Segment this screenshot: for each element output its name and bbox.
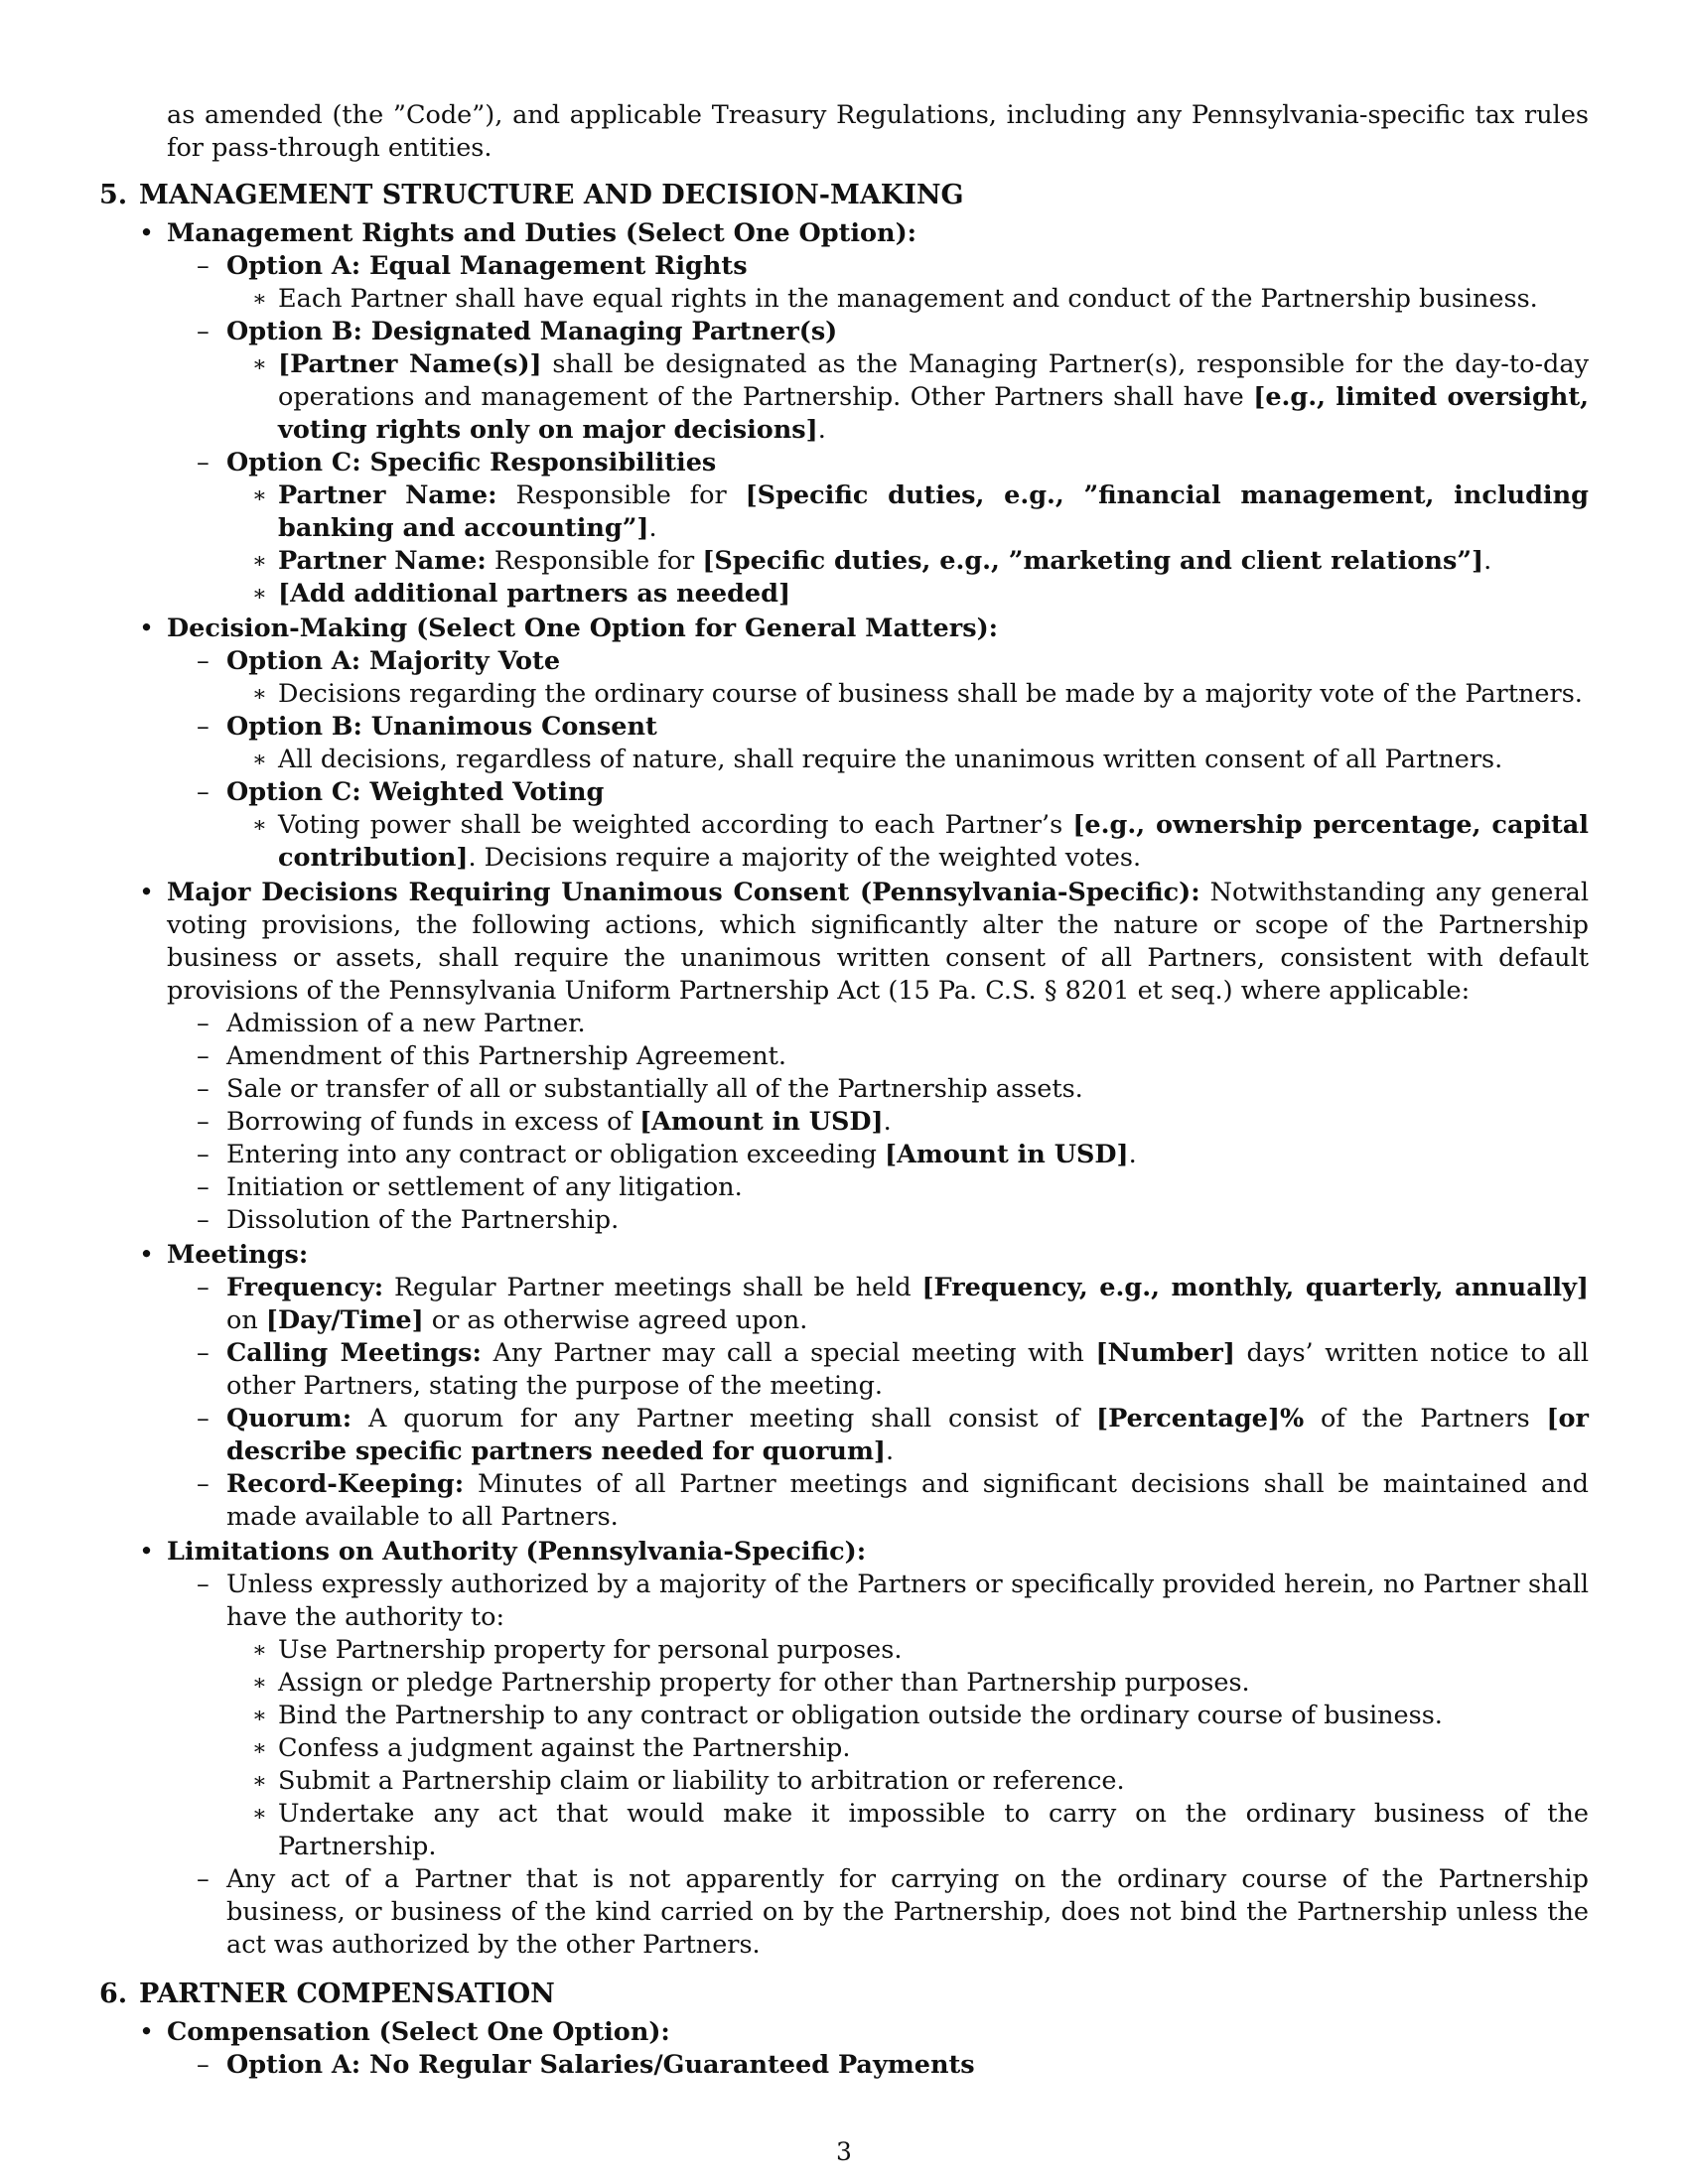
responsibility-text: Responsible for bbox=[496, 480, 746, 510]
dash-marker: – bbox=[197, 1273, 210, 1302]
limitations-list bbox=[167, 1569, 1589, 1962]
limitations-binding-text: Any act of a Partner that is not apparently for carrying on the ordinary course of the Partnership business, or business of the kind carried on by the Partnership, does not bind the Partnership unless the act was authorized by the other Partners. bbox=[226, 1864, 1589, 1960]
major-decisions-text: Notwithstanding any general voting provisions, the following actions, which significantly alter the nature or scope of the Partnership business or assets, shall require the unanimous written consent of all Partners, consistent with default provisions of the Pennsylvania Uniform Partnership Act (15 Pa. C.S. § 8201 et seq.) where applicable: bbox=[167, 878, 1589, 1006]
placeholder-duties: [Specific duties, e.g., ”financial management, including banking and accounting”] bbox=[278, 480, 1589, 543]
list-item bbox=[226, 744, 1589, 776]
dash-marker: – bbox=[197, 1469, 210, 1499]
partner-name-label: Partner Name: bbox=[278, 480, 497, 510]
compensation-heading: Compensation (Select One Option): bbox=[167, 2017, 670, 2047]
bullet-marker: • bbox=[139, 218, 155, 248]
star-marker: ∗ bbox=[252, 1671, 267, 1696]
dash-marker: – bbox=[197, 1205, 210, 1235]
placeholder-oversight: [e.g., limited oversight, voting rights only on major decisions] bbox=[278, 382, 1590, 445]
decision-option-a bbox=[167, 645, 1589, 711]
star-marker: ∗ bbox=[252, 352, 267, 377]
quorum-text: of the Partners bbox=[1304, 1404, 1547, 1433]
list-item bbox=[226, 348, 1589, 447]
decision-options-list bbox=[167, 645, 1589, 875]
decision-option-b-heading: Option B: Unanimous Consent bbox=[226, 712, 657, 742]
list-item bbox=[167, 1106, 1589, 1139]
limitation-text: Use Partnership property for personal purposes. bbox=[278, 1635, 903, 1665]
partner-name-label: Partner Name: bbox=[278, 546, 487, 576]
dash-marker: – bbox=[197, 1338, 210, 1368]
list-item bbox=[226, 479, 1589, 545]
placeholder-duties: [Specific duties, e.g., ”marketing and client relations”] bbox=[702, 546, 1484, 576]
mgmt-option-a bbox=[167, 250, 1589, 316]
dash-marker: – bbox=[197, 448, 210, 478]
calling-text: days’ written notice to all other Partners, stating the purpose of the meeting. bbox=[226, 1338, 1589, 1401]
list-item bbox=[226, 678, 1589, 711]
frequency-text: Regular Partner meetings shall be held bbox=[383, 1273, 922, 1302]
limitations-item bbox=[99, 1536, 1589, 1962]
mgmt-rights-item bbox=[99, 217, 1589, 611]
star-marker: ∗ bbox=[252, 582, 267, 607]
placeholder-number: [Number] bbox=[1095, 1338, 1235, 1368]
dash-marker: – bbox=[197, 1074, 210, 1104]
compensation-option-a-heading: Option A: No Regular Salaries/Guaranteed Payments bbox=[226, 2050, 975, 2080]
major-decisions-list bbox=[167, 1008, 1589, 1237]
mgmt-option-c bbox=[167, 447, 1589, 611]
bullet-marker: • bbox=[139, 614, 155, 643]
list-item bbox=[226, 1667, 1589, 1700]
star-marker: ∗ bbox=[252, 1769, 267, 1794]
placeholder-percentage: [Percentage]% bbox=[1096, 1404, 1305, 1433]
mgmt-options-list bbox=[167, 250, 1589, 611]
list-item bbox=[167, 1139, 1589, 1171]
decision-option-b-list bbox=[226, 744, 1589, 776]
list-item bbox=[226, 1798, 1589, 1863]
list-item bbox=[226, 1700, 1589, 1732]
placeholder-amount: [Amount in USD] bbox=[885, 1140, 1129, 1169]
list-item bbox=[226, 809, 1589, 875]
placeholder-partner-names: [Partner Name(s)] bbox=[278, 349, 542, 379]
mgmt-option-a-heading: Option A: Equal Management Rights bbox=[226, 251, 748, 281]
section-5-number: 5. bbox=[99, 180, 128, 210]
major-decisions-heading: Major Decisions Requiring Unanimous Consent (Pennsylvania-Specific): bbox=[167, 878, 1200, 907]
limitations-text: Unless expressly authorized by a majority of the Partners or specifically provided herein, no Partner shall have the authority to: bbox=[226, 1570, 1589, 1632]
list-item bbox=[167, 1171, 1589, 1204]
mgmt-option-b-list bbox=[226, 348, 1589, 447]
section-5-list bbox=[99, 217, 1589, 1962]
section-6-number: 6. bbox=[99, 1979, 128, 2009]
list-item bbox=[226, 283, 1589, 316]
star-marker: ∗ bbox=[252, 1638, 267, 1663]
section-6-title bbox=[99, 1978, 1589, 2010]
punctuation: . bbox=[1128, 1140, 1137, 1169]
decision-option-c bbox=[167, 776, 1589, 875]
compensation-item bbox=[99, 2016, 1589, 2082]
decision-making-heading: Decision-Making (Select One Option for General Matters): bbox=[167, 614, 999, 643]
meeting-record-keeping bbox=[167, 1468, 1589, 1534]
limitation-text: Undertake any act that would make it impossible to carry on the ordinary business of the Partnership. bbox=[278, 1799, 1589, 1861]
bullet-marker: • bbox=[139, 1537, 155, 1567]
mgmt-option-b bbox=[167, 316, 1589, 447]
meeting-calling bbox=[167, 1337, 1589, 1403]
frequency-label: Frequency: bbox=[226, 1273, 384, 1302]
decision-option-a-list bbox=[226, 678, 1589, 711]
frequency-text: on bbox=[226, 1305, 266, 1335]
intro-paragraph: as amended (the ”Code”), and applicable Treasury Regulations, including any Pennsylvania-specific tax rules for pass-through entities. bbox=[167, 100, 1589, 163]
limitation-text: Bind the Partnership to any contract or obligation outside the ordinary course of business. bbox=[278, 1701, 1443, 1730]
meetings-heading: Meetings: bbox=[167, 1240, 309, 1270]
list-item bbox=[226, 1765, 1589, 1798]
decision-option-c-text: Voting power shall be weighted according to each Partner’s bbox=[278, 810, 1073, 840]
meetings-item bbox=[99, 1239, 1589, 1534]
star-marker: ∗ bbox=[252, 1736, 267, 1761]
compensation-options-list bbox=[167, 2049, 1589, 2082]
placeholder-day-time: [Day/Time] bbox=[265, 1305, 424, 1335]
placeholder-weighting: [e.g., ownership percentage, capital contribution] bbox=[278, 810, 1589, 873]
list-item bbox=[226, 1732, 1589, 1765]
punctuation: . bbox=[817, 415, 826, 445]
placeholder-frequency: [Frequency, e.g., monthly, quarterly, annually] bbox=[921, 1273, 1589, 1302]
bullet-marker: • bbox=[139, 2017, 155, 2047]
meeting-quorum bbox=[167, 1403, 1589, 1468]
mgmt-rights-heading: Management Rights and Duties (Select One Option): bbox=[167, 218, 917, 248]
mgmt-option-c-list bbox=[226, 479, 1589, 611]
dash-marker: – bbox=[197, 317, 210, 346]
dash-marker: – bbox=[197, 251, 210, 281]
list-item bbox=[167, 1008, 1589, 1040]
quorum-text: A quorum for any Partner meeting shall consist of bbox=[352, 1404, 1097, 1433]
section-6-list bbox=[99, 2016, 1589, 2082]
page-number: 3 bbox=[836, 2137, 852, 2166]
placeholder-amount: [Amount in USD] bbox=[639, 1107, 884, 1137]
section-5-title bbox=[99, 179, 1589, 211]
dash-marker: – bbox=[197, 1404, 210, 1433]
major-decision-text: Admission of a new Partner. bbox=[226, 1009, 586, 1038]
limitation-text: Assign or pledge Partnership property for other than Partnership purposes. bbox=[278, 1668, 1250, 1698]
star-marker: ∗ bbox=[252, 748, 267, 772]
star-marker: ∗ bbox=[252, 1704, 267, 1728]
calling-label: Calling Meetings: bbox=[226, 1338, 482, 1368]
major-decision-text: Sale or transfer of all or substantially all of the Partnership assets. bbox=[226, 1074, 1083, 1104]
major-decision-text: Entering into any contract or obligation exceeding bbox=[226, 1140, 886, 1169]
major-decision-text: Borrowing of funds in excess of bbox=[226, 1107, 640, 1137]
limitations-binding bbox=[167, 1863, 1589, 1962]
meeting-frequency bbox=[167, 1272, 1589, 1337]
dash-marker: – bbox=[197, 1107, 210, 1137]
dash-marker: – bbox=[197, 2050, 210, 2080]
limitation-text: Confess a judgment against the Partnership. bbox=[278, 1733, 851, 1763]
list-item bbox=[167, 1204, 1589, 1237]
bullet-marker: • bbox=[139, 878, 155, 907]
dash-marker: – bbox=[197, 1570, 210, 1599]
frequency-text: or as otherwise agreed upon. bbox=[423, 1305, 808, 1335]
list-item bbox=[226, 1634, 1589, 1667]
limitations-heading: Limitations on Authority (Pennsylvania-Specific): bbox=[167, 1537, 867, 1567]
record-keeping-label: Record-Keeping: bbox=[226, 1469, 465, 1499]
mgmt-option-b-heading: Option B: Designated Managing Partner(s) bbox=[226, 317, 838, 346]
star-marker: ∗ bbox=[252, 549, 267, 574]
limitations-authority bbox=[167, 1569, 1589, 1863]
dash-marker: – bbox=[197, 1172, 210, 1202]
major-decisions-item bbox=[99, 877, 1589, 1237]
star-marker: ∗ bbox=[252, 287, 267, 312]
punctuation: . bbox=[1483, 546, 1492, 576]
decision-making-item bbox=[99, 613, 1589, 875]
major-decision-text: Amendment of this Partnership Agreement. bbox=[226, 1041, 787, 1071]
limitation-text: Submit a Partnership claim or liability to arbitration or reference. bbox=[278, 1766, 1125, 1796]
dash-marker: – bbox=[197, 1009, 210, 1038]
dash-marker: – bbox=[197, 712, 210, 742]
punctuation: . bbox=[883, 1107, 892, 1137]
list-item bbox=[226, 545, 1589, 578]
punctuation: . bbox=[886, 1436, 895, 1466]
star-marker: ∗ bbox=[252, 682, 267, 707]
calling-text: Any Partner may call a special meeting with bbox=[481, 1338, 1096, 1368]
list-item bbox=[226, 578, 1589, 611]
major-decision-text: Initiation or settlement of any litigation. bbox=[226, 1172, 743, 1202]
punctuation: . bbox=[648, 513, 657, 543]
decision-option-c-list bbox=[226, 809, 1589, 875]
dash-marker: – bbox=[197, 1041, 210, 1071]
dash-marker: – bbox=[197, 1140, 210, 1169]
decision-option-c-heading: Option C: Weighted Voting bbox=[226, 777, 605, 807]
major-decision-text: Dissolution of the Partnership. bbox=[226, 1205, 620, 1235]
list-item bbox=[167, 1073, 1589, 1106]
meetings-list bbox=[167, 1272, 1589, 1534]
decision-option-b bbox=[167, 711, 1589, 776]
decision-option-b-text: All decisions, regardless of nature, shall require the unanimous written consent of all Partners. bbox=[278, 745, 1503, 774]
decision-option-a-text: Decisions regarding the ordinary course of business shall be made by a majority vote of the Partners. bbox=[278, 679, 1583, 709]
placeholder-add-partners: [Add additional partners as needed] bbox=[278, 579, 791, 609]
decision-option-c-text-end: . Decisions require a majority of the weighted votes. bbox=[468, 843, 1142, 873]
section-6-heading: PARTNER COMPENSATION bbox=[139, 1979, 555, 2009]
bullet-marker: • bbox=[139, 1240, 155, 1270]
mgmt-option-b-text: shall be designated as the Managing Partner(s), responsible for the day-to-day operations and management of the Partnership. Other Partners shall have bbox=[278, 349, 1589, 412]
star-marker: ∗ bbox=[252, 813, 267, 838]
dash-marker: – bbox=[197, 777, 210, 807]
decision-option-a-heading: Option A: Majority Vote bbox=[226, 646, 561, 676]
mgmt-option-c-heading: Option C: Specific Responsibilities bbox=[226, 448, 717, 478]
mgmt-option-a-list bbox=[226, 283, 1589, 316]
dash-marker: – bbox=[197, 646, 210, 676]
compensation-option-a bbox=[167, 2049, 1589, 2082]
section-5-heading: MANAGEMENT STRUCTURE AND DECISION-MAKING bbox=[139, 180, 964, 210]
dash-marker: – bbox=[197, 1864, 210, 1894]
record-keeping-text: Minutes of all Partner meetings and significant decisions shall be maintained and made available to all Partners. bbox=[226, 1469, 1589, 1532]
placeholder-quorum-partners: [or describe specific partners needed for quorum] bbox=[226, 1404, 1589, 1466]
star-marker: ∗ bbox=[252, 1802, 267, 1827]
list-item bbox=[167, 1040, 1589, 1073]
limitations-sublist bbox=[226, 1634, 1589, 1863]
responsibility-text: Responsible for bbox=[486, 546, 703, 576]
star-marker: ∗ bbox=[252, 483, 267, 508]
mgmt-option-a-text: Each Partner shall have equal rights in the management and conduct of the Partnership business. bbox=[278, 284, 1538, 314]
quorum-label: Quorum: bbox=[226, 1404, 352, 1433]
